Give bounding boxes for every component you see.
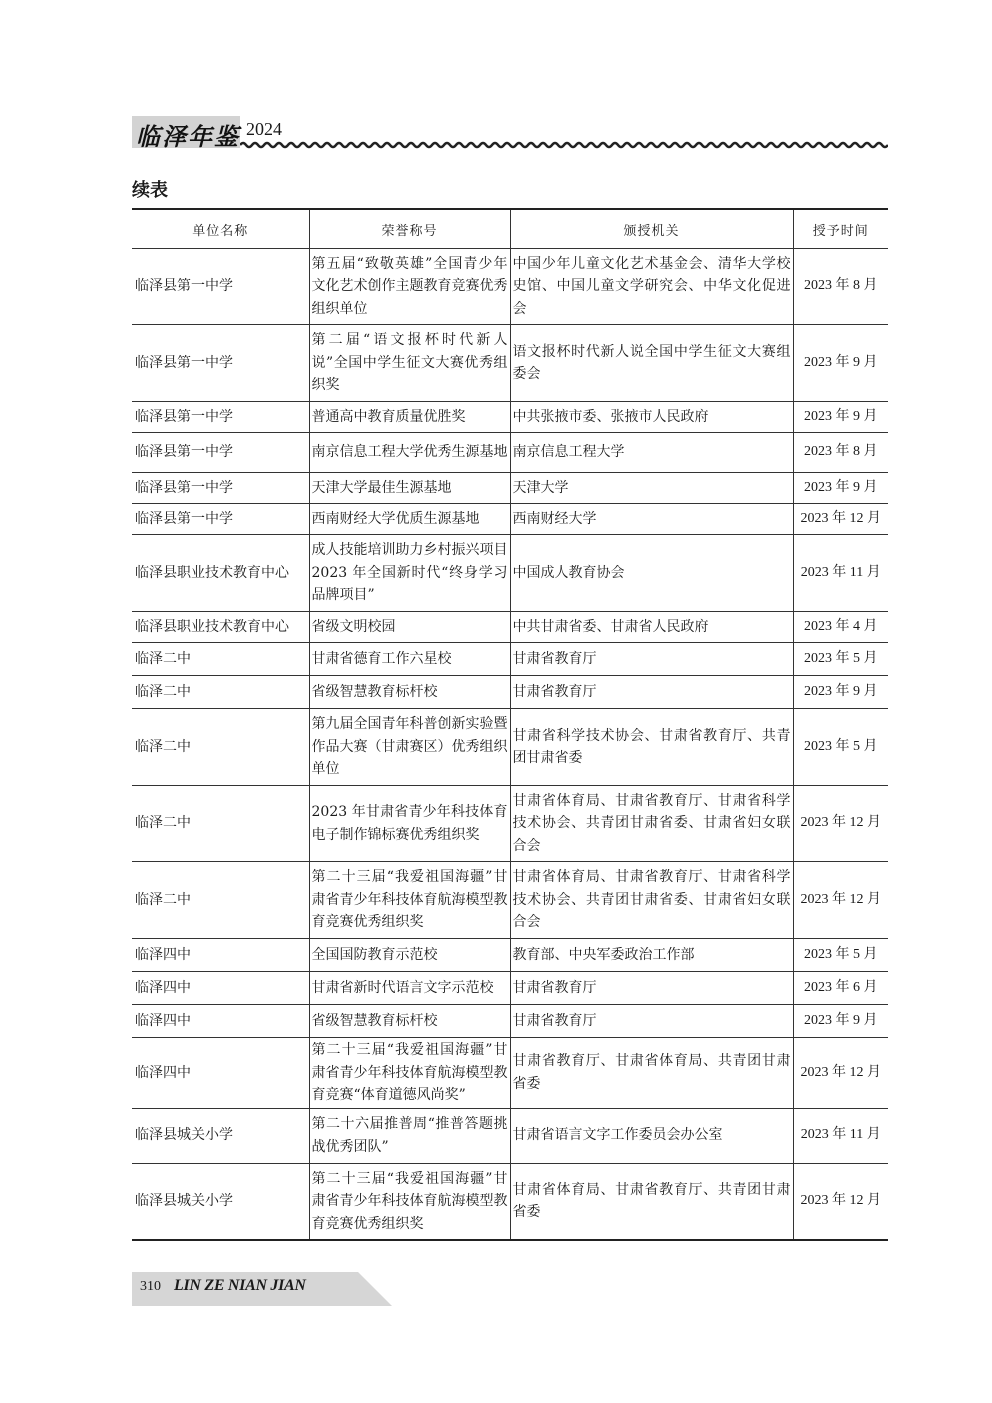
cell-authority: 南京信息工程大学 [510,433,793,473]
cell-unit: 临泽县第一中学 [132,402,309,433]
cell-authority: 中共张掖市委、张掖市人民政府 [510,402,793,433]
table-row [132,1038,888,1109]
table-row [132,504,888,535]
cell-authority: 甘肃省科学技术协会、甘肃省教育厅、共青团甘肃省委 [510,709,793,786]
cell-unit: 临泽县第一中学 [132,249,309,325]
cell-date: 2023 年 9 月 [793,473,888,504]
cell-authority: 甘肃省教育厅 [510,972,793,1005]
cell-honor: 普通高中教育质量优胜奖 [309,402,510,433]
table-row [132,676,888,709]
cell-unit: 临泽县第一中学 [132,433,309,473]
table-row [132,1108,888,1163]
cell-authority: 西南财经大学 [510,504,793,535]
cell-authority: 天津大学 [510,473,793,504]
cell-honor: 2023 年甘肃省青少年科技体育电子制作锦标赛优秀组织奖 [309,786,510,862]
cell-unit: 临泽二中 [132,643,309,676]
table-row [132,1163,888,1240]
cell-unit: 临泽二中 [132,709,309,786]
table-header-row [132,209,888,249]
header-wavy-rule [240,140,888,150]
header-logo-box [132,116,240,151]
cell-authority: 甘肃省体育局、甘肃省教育厅、共青团甘肃省委 [510,1163,793,1240]
header-honor: 荣誉称号 [309,209,510,249]
cell-authority: 语文报杯时代新人说全国中学生征文大赛组委会 [510,325,793,402]
cell-honor: 成人技能培训助力乡村振兴项目 2023 年全国新时代“终身学习品牌项目” [309,535,510,612]
cell-unit: 临泽四中 [132,1005,309,1038]
header-authority: 颁授机关 [510,209,793,249]
table-row [132,535,888,612]
cell-date: 2023 年 12 月 [793,1038,888,1109]
cell-unit: 临泽县第一中学 [132,504,309,535]
cell-date: 2023 年 11 月 [793,1108,888,1163]
page-number: 310 [140,1279,161,1294]
cell-unit: 临泽四中 [132,1038,309,1109]
cell-authority: 甘肃省教育厅、甘肃省体育局、共青团甘肃省委 [510,1038,793,1109]
cell-unit: 临泽二中 [132,786,309,862]
cell-date: 2023 年 5 月 [793,643,888,676]
cell-unit: 临泽四中 [132,972,309,1005]
table-row [132,1005,888,1038]
cell-honor: 第二十三届“我爱祖国海疆”甘肃省青少年科技体育航海模型教育竞赛优秀组织奖 [309,1163,510,1240]
header-unit: 单位名称 [132,209,309,249]
cell-date: 2023 年 8 月 [793,249,888,325]
cell-unit: 临泽县城关小学 [132,1163,309,1240]
cell-authority: 教育部、中央军委政治工作部 [510,939,793,972]
cell-unit: 临泽县城关小学 [132,1108,309,1163]
cell-authority: 甘肃省语言文字工作委员会办公室 [510,1108,793,1163]
cell-honor: 甘肃省德育工作六星校 [309,643,510,676]
page-footer [132,1272,392,1306]
cell-authority: 甘肃省教育厅 [510,676,793,709]
cell-unit: 临泽县职业技术教育中心 [132,535,309,612]
continued-label: 续表 [132,180,168,201]
header-logo-text: 临泽年鉴 [136,122,240,151]
cell-date: 2023 年 4 月 [793,612,888,643]
cell-date: 2023 年 5 月 [793,709,888,786]
cell-honor: 省级智慧教育标杆校 [309,1005,510,1038]
table-row [132,612,888,643]
cell-honor: 第二十六届推普周“推普答题挑战优秀团队” [309,1108,510,1163]
cell-unit: 临泽县第一中学 [132,473,309,504]
cell-date: 2023 年 12 月 [793,1163,888,1240]
cell-date: 2023 年 12 月 [793,862,888,939]
cell-unit: 临泽县职业技术教育中心 [132,612,309,643]
cell-date: 2023 年 9 月 [793,676,888,709]
cell-honor: 省级智慧教育标杆校 [309,676,510,709]
cell-date: 2023 年 9 月 [793,1005,888,1038]
table-row [132,249,888,325]
header-date: 授予时间 [793,209,888,249]
cell-authority: 中国成人教育协会 [510,535,793,612]
table-row [132,972,888,1005]
cell-date: 2023 年 12 月 [793,504,888,535]
cell-honor: 南京信息工程大学优秀生源基地 [309,433,510,473]
cell-honor: 第九届全国青年科普创新实验暨作品大赛（甘肃赛区）优秀组织单位 [309,709,510,786]
footer-title: LIN ZE NIAN JIAN [174,1277,306,1294]
cell-honor: 甘肃省新时代语言文字示范校 [309,972,510,1005]
table-row [132,402,888,433]
cell-date: 2023 年 12 月 [793,786,888,862]
cell-honor: 第五届“致敬英雄”全国青少年文化艺术创作主题教育竞赛优秀组织单位 [309,249,510,325]
cell-honor: 第二十三届“我爱祖国海疆”甘肃省青少年科技体育航海模型教育竞赛“体育道德风尚奖” [309,1038,510,1109]
cell-honor: 西南财经大学优质生源基地 [309,504,510,535]
cell-date: 2023 年 9 月 [793,325,888,402]
table-row [132,709,888,786]
cell-honor: 天津大学最佳生源基地 [309,473,510,504]
cell-date: 2023 年 11 月 [793,535,888,612]
table-row [132,325,888,402]
cell-date: 2023 年 8 月 [793,433,888,473]
table-row [132,473,888,504]
header-year: 2024 [246,119,282,139]
table-row [132,939,888,972]
cell-unit: 临泽县第一中学 [132,325,309,402]
cell-authority: 甘肃省体育局、甘肃省教育厅、甘肃省科学技术协会、共青团甘肃省委、甘肃省妇女联合会 [510,786,793,862]
cell-honor: 第二届“语文报杯时代新人说”全国中学生征文大赛优秀组织奖 [309,325,510,402]
table-row [132,643,888,676]
honors-table [132,208,888,1241]
cell-authority: 中国少年儿童文化艺术基金会、清华大学校史馆、中国儿童文学研究会、中华文化促进会 [510,249,793,325]
cell-unit: 临泽四中 [132,939,309,972]
cell-honor: 第二十三届“我爱祖国海疆”甘肃省青少年科技体育航海模型教育竞赛优秀组织奖 [309,862,510,939]
cell-honor: 省级文明校园 [309,612,510,643]
table-row [132,786,888,862]
cell-date: 2023 年 9 月 [793,402,888,433]
cell-date: 2023 年 5 月 [793,939,888,972]
cell-authority: 甘肃省体育局、甘肃省教育厅、甘肃省科学技术协会、共青团甘肃省委、甘肃省妇女联合会 [510,862,793,939]
page-header [132,116,888,156]
cell-honor: 全国国防教育示范校 [309,939,510,972]
table-row [132,433,888,473]
cell-date: 2023 年 6 月 [793,972,888,1005]
cell-authority: 中共甘肃省委、甘肃省人民政府 [510,612,793,643]
cell-authority: 甘肃省教育厅 [510,643,793,676]
cell-unit: 临泽二中 [132,862,309,939]
cell-authority: 甘肃省教育厅 [510,1005,793,1038]
table-row [132,862,888,939]
cell-unit: 临泽二中 [132,676,309,709]
